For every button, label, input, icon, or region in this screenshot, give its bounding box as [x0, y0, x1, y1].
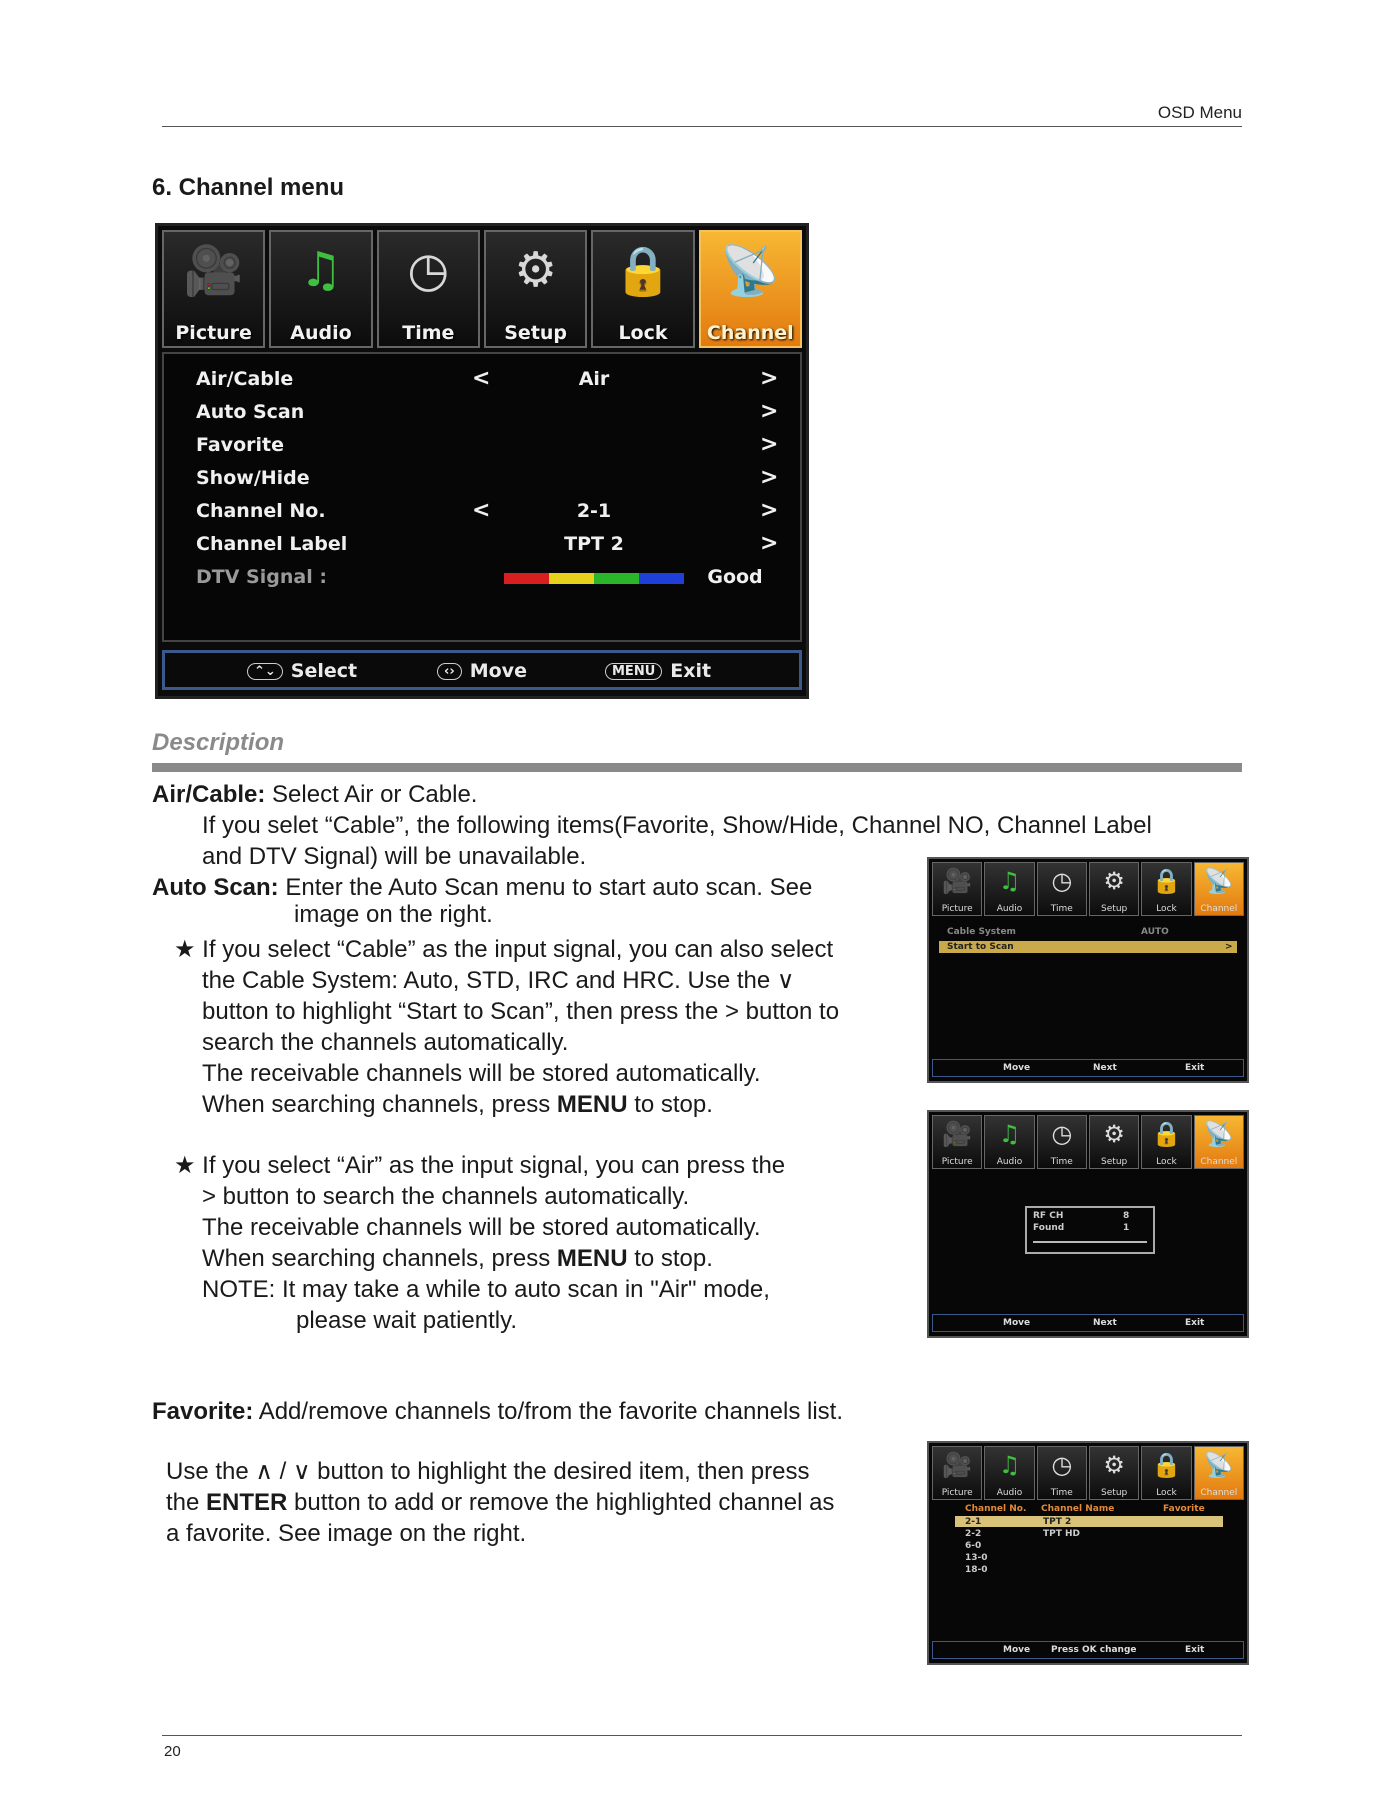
- mini-tab-label: Picture: [941, 904, 973, 914]
- mini-tab-audio: [984, 1446, 1034, 1500]
- footer-move: Move: [1003, 1645, 1031, 1655]
- air-line-2: > button to search the channels automatically.: [202, 1183, 690, 1210]
- left-right-icon: ‹›: [437, 663, 462, 680]
- scan-progress-box: [1025, 1206, 1155, 1254]
- favorite-list-screenshot: [927, 1441, 1249, 1665]
- auto-scan-line2: image on the right.: [294, 901, 493, 928]
- cable-line-1: ★ If you select “Cable” as the input signal, you can also select: [174, 936, 834, 963]
- favorite-line-3: a favorite. See image on the right.: [166, 1520, 527, 1547]
- speaker-note-icon: ♫: [998, 1120, 1021, 1148]
- mini-tab-label: Lock: [1156, 904, 1177, 914]
- satellite-monitor-icon: 📡: [1203, 1451, 1234, 1479]
- footer-exit: [605, 660, 711, 682]
- mini-tab-label: Channel: [1200, 904, 1238, 914]
- footer-next: Next: [1093, 1063, 1117, 1073]
- mini-tab-label: Channel: [1200, 1157, 1238, 1167]
- mini-tab-label: Picture: [941, 1488, 973, 1498]
- gear-wrench-icon: ⚙: [1103, 1120, 1125, 1148]
- row-label: DTV Signal :: [196, 566, 327, 588]
- mini-tab-setup: [1089, 1115, 1139, 1169]
- running-header: OSD Menu: [1157, 103, 1242, 122]
- camcorder-icon: 🎥: [942, 867, 973, 895]
- mini-tab-label: Lock: [1156, 1157, 1177, 1167]
- mini-tab-label: Audio: [996, 1488, 1023, 1498]
- clock-icon: ◷: [1051, 867, 1073, 895]
- row-label: Channel No.: [196, 500, 326, 522]
- gear-wrench-icon: ⚙: [1103, 867, 1125, 895]
- menu-tabs: [162, 230, 802, 348]
- row-value: Air: [578, 368, 610, 390]
- mini-tabs: [932, 1115, 1244, 1169]
- enter-key-text: ENTER: [206, 1489, 288, 1516]
- speaker-note-icon: ♫: [998, 867, 1021, 895]
- mini-tab-time: [1037, 1446, 1087, 1500]
- tab-picture[interactable]: [162, 230, 265, 348]
- header-channel-name: Channel Name: [1041, 1504, 1115, 1514]
- favorite-paragraph: [152, 1396, 843, 1427]
- footer-label: Exit: [670, 660, 712, 682]
- tab-lock[interactable]: [591, 230, 694, 348]
- chevron-right-icon[interactable]: >: [760, 465, 779, 490]
- tab-time[interactable]: [377, 230, 480, 348]
- mini-tab-picture: [932, 862, 982, 916]
- speaker-note-icon: ♫: [299, 242, 343, 298]
- padlock-icon: 🔒: [613, 243, 673, 299]
- mini-tabs: [932, 1446, 1244, 1500]
- mini-tab-label: Audio: [996, 904, 1023, 914]
- text: When searching channels, press: [202, 1245, 557, 1272]
- row-air-cable[interactable]: [164, 364, 800, 397]
- chevron-left-icon[interactable]: <: [472, 366, 491, 391]
- row-auto-scan[interactable]: [164, 397, 800, 430]
- satellite-monitor-icon: 📡: [1203, 1120, 1234, 1148]
- mini-tab-label: Picture: [941, 1157, 973, 1167]
- footer-exit: Exit: [1185, 1645, 1205, 1655]
- tab-label: Setup: [504, 322, 568, 344]
- footer-next: Next: [1093, 1318, 1117, 1328]
- row-dtv-signal: [164, 562, 800, 595]
- mini-tab-picture: [932, 1115, 982, 1169]
- mini-footer: [932, 1314, 1244, 1332]
- channel-no-cell: 2-2: [965, 1529, 982, 1539]
- padlock-icon: 🔒: [1151, 867, 1182, 895]
- page-number: 20: [164, 1743, 181, 1760]
- air-line-1: ★ If you select “Air” as the input signal, you can press the: [174, 1152, 786, 1179]
- menu-key-text: MENU: [556, 1091, 628, 1118]
- header-rule: [162, 126, 1242, 127]
- cable-line-4: search the channels automatically.: [202, 1029, 569, 1056]
- footer-exit: Exit: [1185, 1318, 1205, 1328]
- mini-tab-lock: [1141, 1115, 1191, 1169]
- signal-segment-blue: [639, 573, 684, 584]
- air-stop-line: [202, 1243, 713, 1274]
- channel-no-cell: 13-0: [965, 1553, 988, 1563]
- chevron-right-icon[interactable]: >: [760, 498, 779, 523]
- mini-tab-picture: [932, 1446, 982, 1500]
- channel-settings-panel: [162, 352, 802, 642]
- mini-tab-time: [1037, 1115, 1087, 1169]
- camcorder-icon: 🎥: [942, 1120, 973, 1148]
- tab-audio[interactable]: [269, 230, 372, 348]
- mini-tab-audio: [984, 1115, 1034, 1169]
- mini-tab-label: Channel: [1200, 1488, 1238, 1498]
- footer-rule: [162, 1735, 1242, 1736]
- clock-icon: ◷: [1051, 1120, 1073, 1148]
- chevron-right-icon[interactable]: >: [760, 531, 779, 556]
- mini-tab-label: Setup: [1101, 1157, 1128, 1167]
- note-line-1: NOTE: It may take a while to auto scan in "Air" mode,: [202, 1276, 770, 1303]
- menu-key-icon: MENU: [605, 663, 662, 680]
- air-cable-line3: and DTV Signal) will be unavailable.: [202, 843, 587, 870]
- tab-channel[interactable]: [699, 230, 802, 348]
- auto-scan-cable-screenshot: [927, 857, 1249, 1083]
- chevron-right-icon[interactable]: >: [760, 432, 779, 457]
- start-to-scan-label: Start to Scan: [947, 942, 1014, 952]
- text: to stop.: [627, 1245, 713, 1272]
- mini-tab-setup: [1089, 862, 1139, 916]
- mini-tab-label: Setup: [1101, 1488, 1128, 1498]
- row-value: TPT 2: [564, 533, 624, 555]
- camcorder-icon: 🎥: [183, 243, 244, 299]
- signal-segment-yellow: [549, 573, 594, 584]
- air-cable-paragraph: [152, 779, 477, 810]
- mini-tab-label: Audio: [996, 1157, 1023, 1167]
- speaker-note-icon: ♫: [998, 1451, 1021, 1479]
- header-favorite: Favorite: [1163, 1504, 1205, 1514]
- footer-move: [437, 660, 527, 682]
- note-line-2: please wait patiently.: [296, 1307, 518, 1334]
- camcorder-icon: 🎥: [942, 1451, 973, 1479]
- air-line-3: The receivable channels will be stored automatically.: [202, 1214, 761, 1241]
- channel-name-cell: TPT HD: [1043, 1529, 1081, 1539]
- cable-system-label: Cable System: [947, 927, 1016, 937]
- cable-line-2: the Cable System: Auto, STD, IRC and HRC. Use the ∨: [202, 967, 795, 994]
- cable-system-value: AUTO: [1141, 927, 1169, 937]
- signal-value: Good: [707, 566, 763, 588]
- cable-stop-line: [202, 1089, 713, 1120]
- mini-tab-setup: [1089, 1446, 1139, 1500]
- text: button to add or remove the highlighted channel as: [287, 1489, 835, 1516]
- cable-line-3: button to highlight “Start to Scan”, then press the > button to: [202, 998, 840, 1025]
- channel-menu-screenshot: [155, 223, 809, 699]
- scan-progress-bar: [1033, 1241, 1147, 1243]
- channel-no-cell: 2-1: [965, 1517, 982, 1527]
- row-label: Channel Label: [196, 533, 348, 555]
- description-heading: Description: [152, 729, 285, 756]
- footer-press-ok: Press OK change: [1051, 1645, 1137, 1655]
- chevron-right-icon[interactable]: >: [760, 399, 779, 424]
- mini-tab-label: Time: [1050, 1488, 1073, 1498]
- found-label: Found: [1033, 1223, 1065, 1233]
- row-show-hide[interactable]: [164, 463, 800, 496]
- row-channel-no[interactable]: [164, 496, 800, 529]
- osd-footer-bar: [162, 650, 802, 690]
- tab-label: Lock: [618, 322, 668, 344]
- tab-label: Channel: [706, 322, 794, 344]
- cable-line-5: The receivable channels will be stored automatically.: [202, 1060, 761, 1087]
- text: When searching channels, press: [202, 1091, 557, 1118]
- rf-channel-label: RF CH: [1033, 1211, 1064, 1221]
- tab-label: Picture: [175, 322, 252, 344]
- mini-tab-audio: [984, 862, 1034, 916]
- mini-tab-channel: [1194, 1446, 1244, 1500]
- footer-select: [247, 660, 357, 682]
- mini-tabs: [932, 862, 1244, 916]
- text: Select Air or Cable.: [265, 781, 478, 808]
- signal-strength-bar: [504, 573, 684, 584]
- padlock-icon: 🔒: [1151, 1120, 1182, 1148]
- mini-tab-label: Time: [1050, 904, 1073, 914]
- padlock-icon: 🔒: [1151, 1451, 1182, 1479]
- channel-no-cell: 6-0: [965, 1541, 982, 1551]
- auto-scan-air-screenshot: [927, 1110, 1249, 1338]
- term: Auto Scan:: [152, 874, 279, 901]
- mini-tab-channel: [1194, 862, 1244, 916]
- mini-tab-time: [1037, 862, 1087, 916]
- gear-wrench-icon: ⚙: [514, 242, 558, 298]
- row-favorite[interactable]: [164, 430, 800, 463]
- tab-setup[interactable]: [484, 230, 587, 348]
- mini-tab-label: Time: [1050, 1157, 1073, 1167]
- favorite-line-2: [166, 1487, 834, 1518]
- row-channel-label[interactable]: [164, 529, 800, 562]
- favorite-line-1: Use the ∧ / ∨ button to highlight the desired item, then press: [166, 1458, 810, 1485]
- mini-tab-channel: [1194, 1115, 1244, 1169]
- rf-channel-value: 8: [1123, 1211, 1130, 1221]
- mini-tab-label: Setup: [1101, 904, 1128, 914]
- mini-tab-lock: [1141, 862, 1191, 916]
- text: Enter the Auto Scan menu to start auto scan. See: [278, 874, 813, 901]
- clock-icon: ◷: [1051, 1451, 1073, 1479]
- footer-label: Move: [469, 660, 527, 682]
- signal-segment-red: [504, 573, 549, 584]
- term: Air/Cable:: [152, 781, 266, 808]
- term: Favorite:: [152, 1398, 254, 1425]
- row-label: Air/Cable: [196, 368, 294, 390]
- up-down-icon: ⌃⌄: [247, 663, 283, 680]
- mini-footer: [932, 1641, 1244, 1659]
- footer-move: Move: [1003, 1318, 1031, 1328]
- channel-no-cell: 18-0: [965, 1565, 988, 1575]
- satellite-monitor-icon: 📡: [720, 243, 781, 299]
- satellite-monitor-icon: 📡: [1203, 867, 1234, 895]
- chevron-right-icon[interactable]: >: [760, 366, 779, 391]
- clock-icon: ◷: [407, 242, 450, 298]
- text: to stop.: [627, 1091, 713, 1118]
- mini-tab-label: Lock: [1156, 1488, 1177, 1498]
- footer-label: Select: [290, 660, 358, 682]
- footer-move: Move: [1003, 1063, 1031, 1073]
- text: the: [166, 1489, 207, 1516]
- row-value: 2-1: [576, 500, 612, 522]
- gear-wrench-icon: ⚙: [1103, 1451, 1125, 1479]
- mini-tab-lock: [1141, 1446, 1191, 1500]
- footer-exit: Exit: [1185, 1063, 1205, 1073]
- mini-footer: [932, 1059, 1244, 1077]
- chevron-left-icon[interactable]: <: [472, 498, 491, 523]
- header-channel-no: Channel No.: [965, 1504, 1027, 1514]
- favorite-row-highlight: [955, 1516, 1223, 1527]
- chevron-right-icon: >: [1225, 942, 1233, 952]
- row-label: Show/Hide: [196, 467, 310, 489]
- channel-name-cell: TPT 2: [1043, 1517, 1072, 1527]
- row-label: Favorite: [196, 434, 284, 456]
- tab-label: Time: [402, 322, 455, 344]
- text: Add/remove channels to/from the favorite channels list.: [253, 1398, 843, 1425]
- tab-label: Audio: [290, 322, 352, 344]
- row-label: Auto Scan: [196, 401, 305, 423]
- section-title: 6. Channel menu: [152, 174, 345, 201]
- air-cable-line2: If you selet “Cable”, the following items(Favorite, Show/Hide, Channel NO, Channel Label: [202, 812, 1152, 839]
- found-value: 1: [1123, 1223, 1130, 1233]
- signal-segment-green: [594, 573, 639, 584]
- description-rule: [152, 763, 1242, 772]
- menu-key-text: MENU: [556, 1245, 628, 1272]
